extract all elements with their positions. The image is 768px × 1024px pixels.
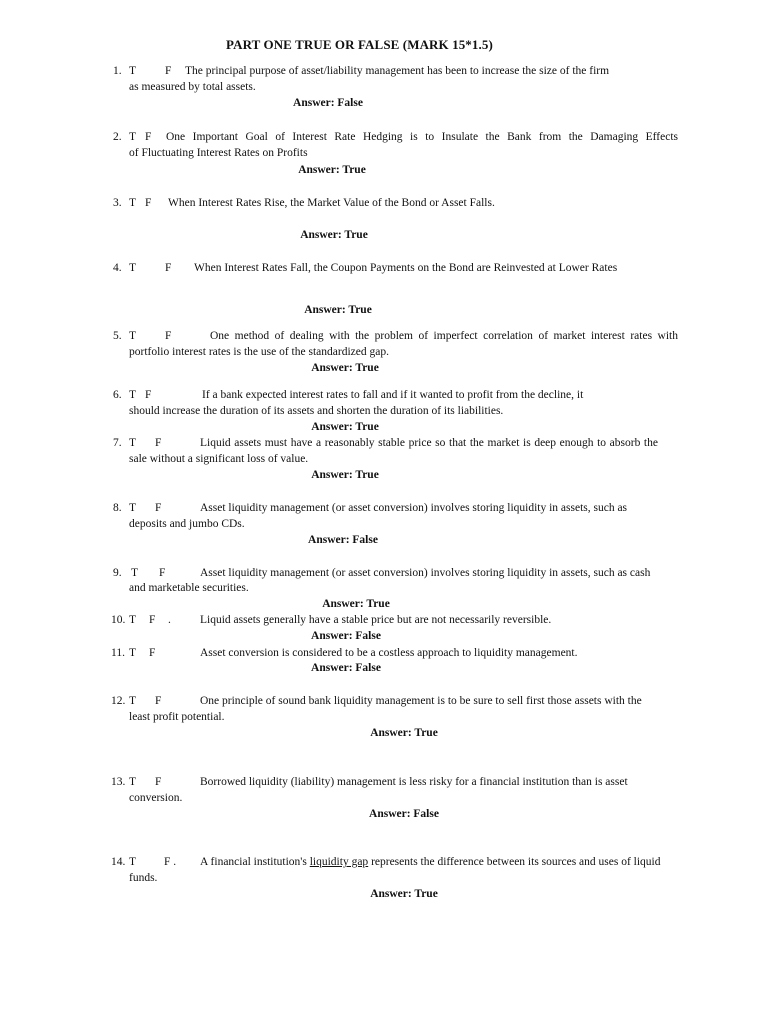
- question-number: 5.: [113, 330, 122, 342]
- question-number: 2.: [113, 131, 122, 143]
- false-option: F: [145, 389, 152, 401]
- answer: Answer: False: [311, 630, 381, 642]
- true-option: T: [129, 502, 137, 514]
- true-option: T: [129, 389, 137, 401]
- true-option: T: [129, 856, 137, 868]
- question-text: deposits and jumbo CDs.: [129, 518, 245, 530]
- question-text: least profit potential.: [129, 711, 225, 723]
- question-text: One method of dealing with the problem of imperfect correlation of market interest rates with: [210, 330, 678, 342]
- question-text-part: A financial institution's: [200, 856, 310, 868]
- answer: Answer: False: [293, 97, 363, 109]
- false-option: F: [165, 65, 172, 77]
- question-text: Liquid assets must have a reasonably stable price so that the market is deep enough to absorb the: [200, 437, 658, 449]
- liquidity-gap-term: liquidity gap: [309, 856, 369, 868]
- answer: Answer: True: [298, 164, 366, 176]
- question-text: of Fluctuating Interest Rates on Profits: [129, 147, 308, 159]
- question-text: If a bank expected interest rates to fall and if it wanted to profit from the decline, it: [202, 389, 584, 401]
- question-text: [200, 856, 661, 868]
- question-number: 12.: [111, 695, 126, 707]
- question-text: One Important Goal of Interest Rate Hedging is to Insulate the Bank from the Damaging Effects: [166, 131, 678, 143]
- question-number: 11.: [111, 647, 125, 659]
- question-text: portfolio interest rates is the use of the standardized gap.: [129, 346, 389, 358]
- answer: Answer: True: [311, 362, 379, 374]
- question-text: and marketable securities.: [129, 582, 249, 594]
- question-number: 6.: [113, 389, 122, 401]
- true-option: T: [129, 197, 137, 209]
- answer: Answer: False: [308, 534, 378, 546]
- question-text: Asset liquidity management (or asset conversion) involves storing liquidity in assets, such as cash: [200, 567, 651, 579]
- question-number: 7.: [113, 437, 122, 449]
- question-text: When Interest Rates Fall, the Coupon Payments on the Bond are Reinvested at Lower Rates: [194, 262, 618, 274]
- page-title: PART ONE TRUE OR FALSE (MARK 15*1.5): [226, 37, 493, 52]
- false-option: F: [145, 131, 152, 143]
- question-text: Asset conversion is considered to be a costless approach to liquidity management.: [200, 647, 578, 659]
- false-option: F: [165, 262, 172, 274]
- question-number: 10.: [111, 614, 126, 626]
- question-number: 3.: [113, 197, 122, 209]
- false-option: F: [155, 437, 162, 449]
- question-text: Borrowed liquidity (liability) management is less risky for a financial institution than is asset: [200, 776, 628, 788]
- true-option: T: [129, 65, 137, 77]
- question-text: should increase the duration of its assets and shorten the duration of its liabilities.: [129, 405, 504, 417]
- true-option: T: [129, 614, 137, 626]
- true-option: T: [129, 330, 137, 342]
- true-option: T: [131, 567, 139, 579]
- question-text: One principle of sound bank liquidity management is to be sure to sell first those assets with the: [200, 695, 642, 707]
- question-text: The principal purpose of asset/liability management has been to increase the size of the firm: [185, 65, 610, 77]
- question-number: 1.: [113, 65, 122, 77]
- true-option: T: [129, 695, 137, 707]
- true-option: T: [129, 262, 137, 274]
- question-number: 13.: [111, 776, 126, 788]
- true-option: T: [129, 647, 137, 659]
- answer: Answer: True: [370, 888, 438, 900]
- false-option: F: [155, 695, 162, 707]
- question-text-part: represents the difference between its sources and uses of liquid: [368, 856, 661, 868]
- answer: Answer: False: [311, 662, 381, 674]
- false-option: F .: [164, 856, 177, 868]
- question-text: Liquid assets generally have a stable price but are not necessarily reversible.: [200, 614, 552, 626]
- question-number: 14.: [111, 856, 126, 868]
- true-option: T: [129, 776, 137, 788]
- false-option: F: [149, 647, 156, 659]
- question-text: as measured by total assets.: [129, 81, 256, 93]
- answer: Answer: True: [300, 229, 368, 241]
- question-text: sale without a significant loss of value.: [129, 453, 309, 465]
- false-option: F: [155, 502, 162, 514]
- true-option: T: [129, 131, 137, 143]
- question-text: conversion.: [129, 792, 183, 804]
- false-option: F: [165, 330, 172, 342]
- stray-period: .: [168, 614, 171, 626]
- answer: Answer: True: [311, 469, 379, 481]
- answer: Answer: True: [322, 598, 390, 610]
- question-text: funds.: [129, 872, 158, 884]
- question-number: 9.: [113, 567, 122, 579]
- answer: Answer: True: [370, 727, 438, 739]
- question-number: 4.: [113, 262, 122, 274]
- question-text: When Interest Rates Rise, the Market Value of the Bond or Asset Falls.: [168, 197, 495, 209]
- answer: Answer: False: [369, 808, 439, 820]
- false-option: F: [149, 614, 156, 626]
- answer: Answer: True: [311, 421, 379, 433]
- question-number: 8.: [113, 502, 122, 514]
- false-option: F: [155, 776, 162, 788]
- false-option: F: [159, 567, 166, 579]
- question-text: Asset liquidity management (or asset conversion) involves storing liquidity in assets, such as: [200, 502, 628, 514]
- answer: Answer: True: [304, 304, 372, 316]
- false-option: F: [145, 197, 152, 209]
- true-option: T: [129, 437, 137, 449]
